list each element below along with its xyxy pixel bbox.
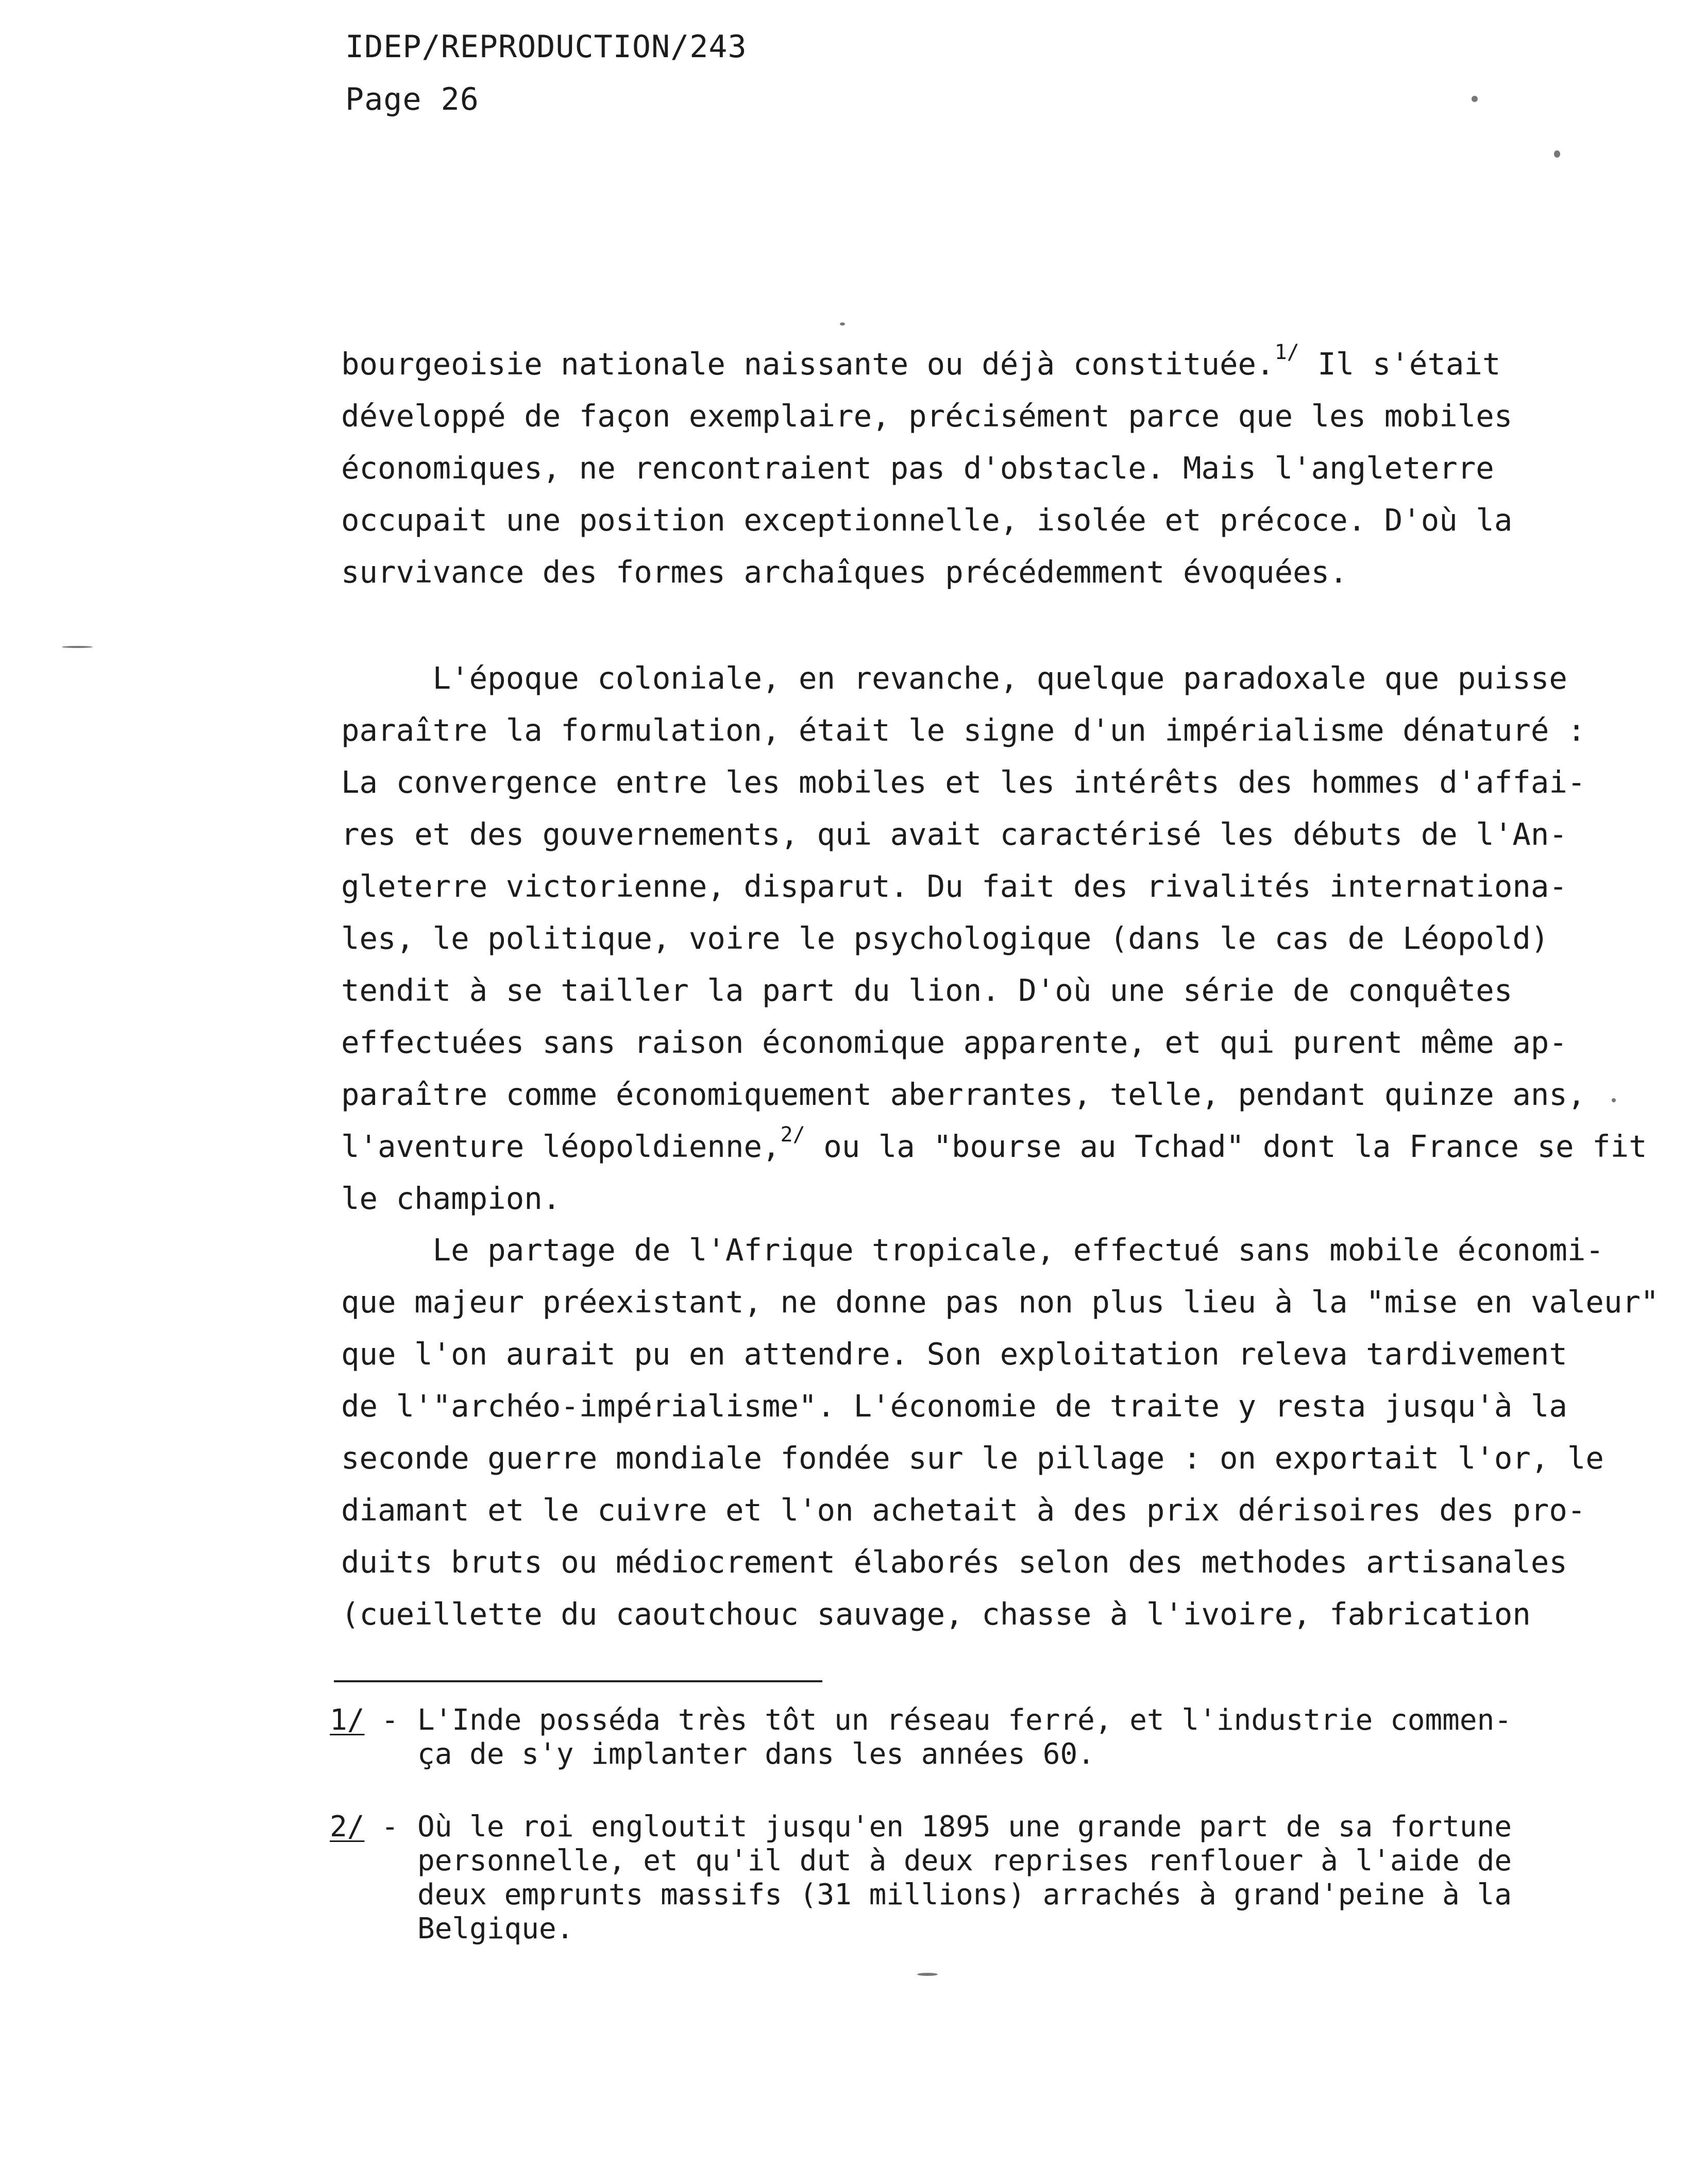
paragraph-1: [341, 338, 1614, 598]
scan-speck: [1472, 96, 1478, 102]
paragraph-3: [341, 1224, 1659, 1640]
footnote-line: Belgique.: [417, 1912, 574, 1946]
text-line: gleterre victorienne, disparut. Du fait des rivalités internationa-: [341, 868, 1567, 904]
text-line: que majeur préexistant, ne donne pas non plus lieu à la "mise en valeur": [341, 1284, 1659, 1320]
text-line: l'aventure léopoldienne,$^{2/}$ ou la "bourse au Tchad" dont la France se fit: [341, 1123, 1647, 1164]
text-line: paraître la formulation, était le signe d'un impérialisme dénaturé :: [341, 712, 1586, 748]
footnote-marker: 1/: [330, 1703, 365, 1737]
footnote-line: personnelle, et qu'il dut à deux reprises renflouer à l'aide de: [417, 1844, 1512, 1878]
footnote-dash: -: [381, 1810, 399, 1844]
scan-speck: [840, 322, 845, 326]
footnote-marker: 2/: [330, 1810, 365, 1844]
scan-speck: [62, 646, 93, 648]
footnote-line: Où le roi engloutit jusqu'en 1895 une grande part de sa fortune: [417, 1810, 1512, 1844]
footnote-text: [417, 1703, 1512, 1771]
text-line: res et des gouvernements, qui avait caractérisé les débuts de l'An-: [341, 816, 1567, 852]
footnote-line: deux emprunts massifs (31 millions) arrachés à grand'peine à la: [417, 1878, 1512, 1912]
text-line: (cueillette du caoutchouc sauvage, chasse à l'ivoire, fabrication: [341, 1596, 1531, 1632]
text-line: développé de façon exemplaire, précisément parce que les mobiles: [341, 398, 1513, 434]
text-line: Le partage de l'Afrique tropicale, effectué sans mobile économi-: [341, 1232, 1604, 1268]
text-line: diamant et le cuivre et l'on achetait à des prix dérisoires des pro-: [341, 1492, 1586, 1528]
text-line: survivance des formes archaîques précédemment évoquées.: [341, 554, 1348, 590]
text-line: tendit à se tailler la part du lion. D'où une série de conquêtes: [341, 972, 1513, 1008]
text-line: L'époque coloniale, en revanche, quelque paradoxale que puisse: [341, 660, 1567, 696]
scan-speck: [1612, 1098, 1616, 1102]
text-line: seconde guerre mondiale fondée sur le pillage : on exportait l'or, le: [341, 1440, 1604, 1476]
footnote-ref-1[interactable]: 1/: [1274, 340, 1299, 364]
text-line: les, le politique, voire le psychologique (dans le cas de Léopold): [341, 920, 1549, 956]
text-line: que l'on aurait pu en attendre. Son exploitation releva tardivement: [341, 1336, 1567, 1372]
text-line: de l'"archéo-impérialisme". L'économie de traite y resta jusqu'à la: [341, 1388, 1567, 1424]
scan-speck: [1554, 150, 1560, 158]
footnote-ref-2[interactable]: 2/: [780, 1123, 805, 1147]
text-line: occupait une position exceptionnelle, isolée et précoce. D'où la: [341, 502, 1513, 538]
footnote-divider: [334, 1680, 822, 1682]
footnote-line: L'Inde posséda très tôt un réseau ferré, et l'industrie commen-: [417, 1703, 1512, 1737]
footnote-line: ça de s'y implanter dans les années 60.: [417, 1737, 1095, 1771]
text-line: La convergence entre les mobiles et les intérêts des hommes d'affai-: [341, 764, 1586, 800]
footnote-dash: -: [381, 1703, 399, 1737]
page-number: Page 26: [345, 81, 479, 117]
text-line: paraître comme économiquement aberrantes, telle, pendant quinze ans,: [341, 1077, 1586, 1112]
paragraph-2: [341, 652, 1647, 1224]
text-line: le champion.: [341, 1181, 561, 1216]
footnote-text: [417, 1810, 1512, 1946]
document-reference: IDEP/REPRODUCTION/243: [345, 29, 747, 65]
text-line: effectuées sans raison économique apparente, et qui purent même ap-: [341, 1025, 1567, 1060]
text-line: bourgeoisie nationale naissante ou déjà constituée.$^{1/}$ Il s'était: [341, 340, 1501, 382]
scan-speck: [917, 1973, 938, 1976]
text-line: duits bruts ou médiocrement élaborés selon des methodes artisanales: [341, 1544, 1567, 1580]
text-line: économiques, ne rencontraient pas d'obstacle. Mais l'angleterre: [341, 450, 1494, 486]
